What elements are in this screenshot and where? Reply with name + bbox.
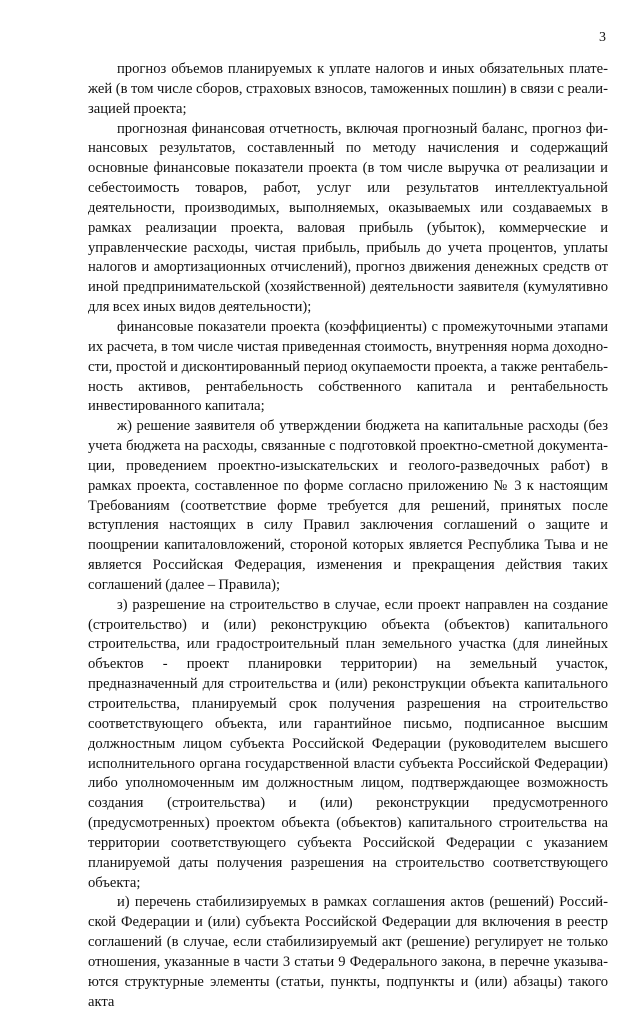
paragraph-financial-statements-forecast: прогнозная финансовая отчетность, включая прогнозный баланс, прогноз финансовых результатов, составленный по методу начисления и содержащий основные финансовые показатели проекта (в том числе выручка от реализации и себестоимость товаров, работ, услуг или результатов интеллектуальной деятельности, производимых, выполняемых, оказываемых или создаваемых в рамках реализации проекта, валовая прибыль (убыток), коммерческие и управленческие расходы, чистая прибыль, прибыль до учета процентов, уплаты налогов и амортизационных отчислений), прогноз движения денежных средств от иной предпринимательской (хозяйственной) деятельности заявителя (кумулятивно для всех иных видов деятельности); [88,120,608,316]
paragraph-item-zh-capex-budget: ж) решение заявителя об утверждении бюджета на капитальные расходы (без учета бюджета на расходы, связанные с подготовкой проектно-сметной документации, проведением проектно-изыскательских и геолого-разведочных работ) в рамках проекта, составленное по форме согласно приложению № 3 к настоящим Требованиям (соответствие форме требуется для решений, принятых после вступления настоящих в силу Правил заключения соглашений о защите и поощрении капиталовложений, стороной которых является Республика Тыва и не является Российская Федерация, изменения и прекращения действия таких соглашений (далее – Правила); [88,418,608,593]
paragraph-financial-indicators: финансовые показатели проекта (коэффициенты) с промежуточными этапами их расчета, в том числе чистая приведенная стоимость, внутренняя норма доходности, простой и дисконтированный период окупаемости проекта, а также рентабельность активов, рентабельность собственного капитала и рентабельность инвестированного капитала; [88,318,608,415]
document-body [88,60,608,1013]
page-number: 3 [599,30,606,45]
paragraph-item-z-construction-permit: з) разрешение на строительство в случае, если проект направлен на создание (строительство) и (или) реконструкцию объекта (объектов) капитального строительства, или градостроительный план земельного участка (для линейных объектов - проект планировки территории) на земельный участок, предназначенный для строительства и (или) реконструкции объекта капитального строительства, планируемый срок получения разрешения на строительство соответствующего объекта, или гарантийное письмо, подписанное высшим должностным лицом субъекта Российской Федерации (руководителем высшего исполнительного органа государственной власти субъекта Российской Федерации) либо уполномоченным им должностным лицом, подтверждающее возможность создания (строительства) и (или) реконструкции предусмотренного (предусмотренных) проектом объекта (объектов) капитального строительства на территории соответствующего субъекта Российской Федерации с указанием планируемой даты получения разрешения на строительство соответствующего объекта; [88,596,608,891]
paragraph-item-i-stabilized-acts: и) перечень стабилизируемых в рамках соглашения актов (решений) Российской Федерации и (или) субъекта Российской Федерации для включения в реестр соглашений (в случае, если стабилизируемый акт (решение) регулирует не только отношения, указанные в части 3 статьи 9 Федерального закона, в перечне указываются структурные элементы (статьи, пункты, подпункты и (или) абзацы) такого акта [88,894,608,1010]
paragraph-tax-forecast: прогноз объемов планируемых к уплате налогов и иных обязательных платежей (в том числе сборов, страховых взносов, таможенных пошлин) в связи с реализацией проекта; [88,61,608,117]
